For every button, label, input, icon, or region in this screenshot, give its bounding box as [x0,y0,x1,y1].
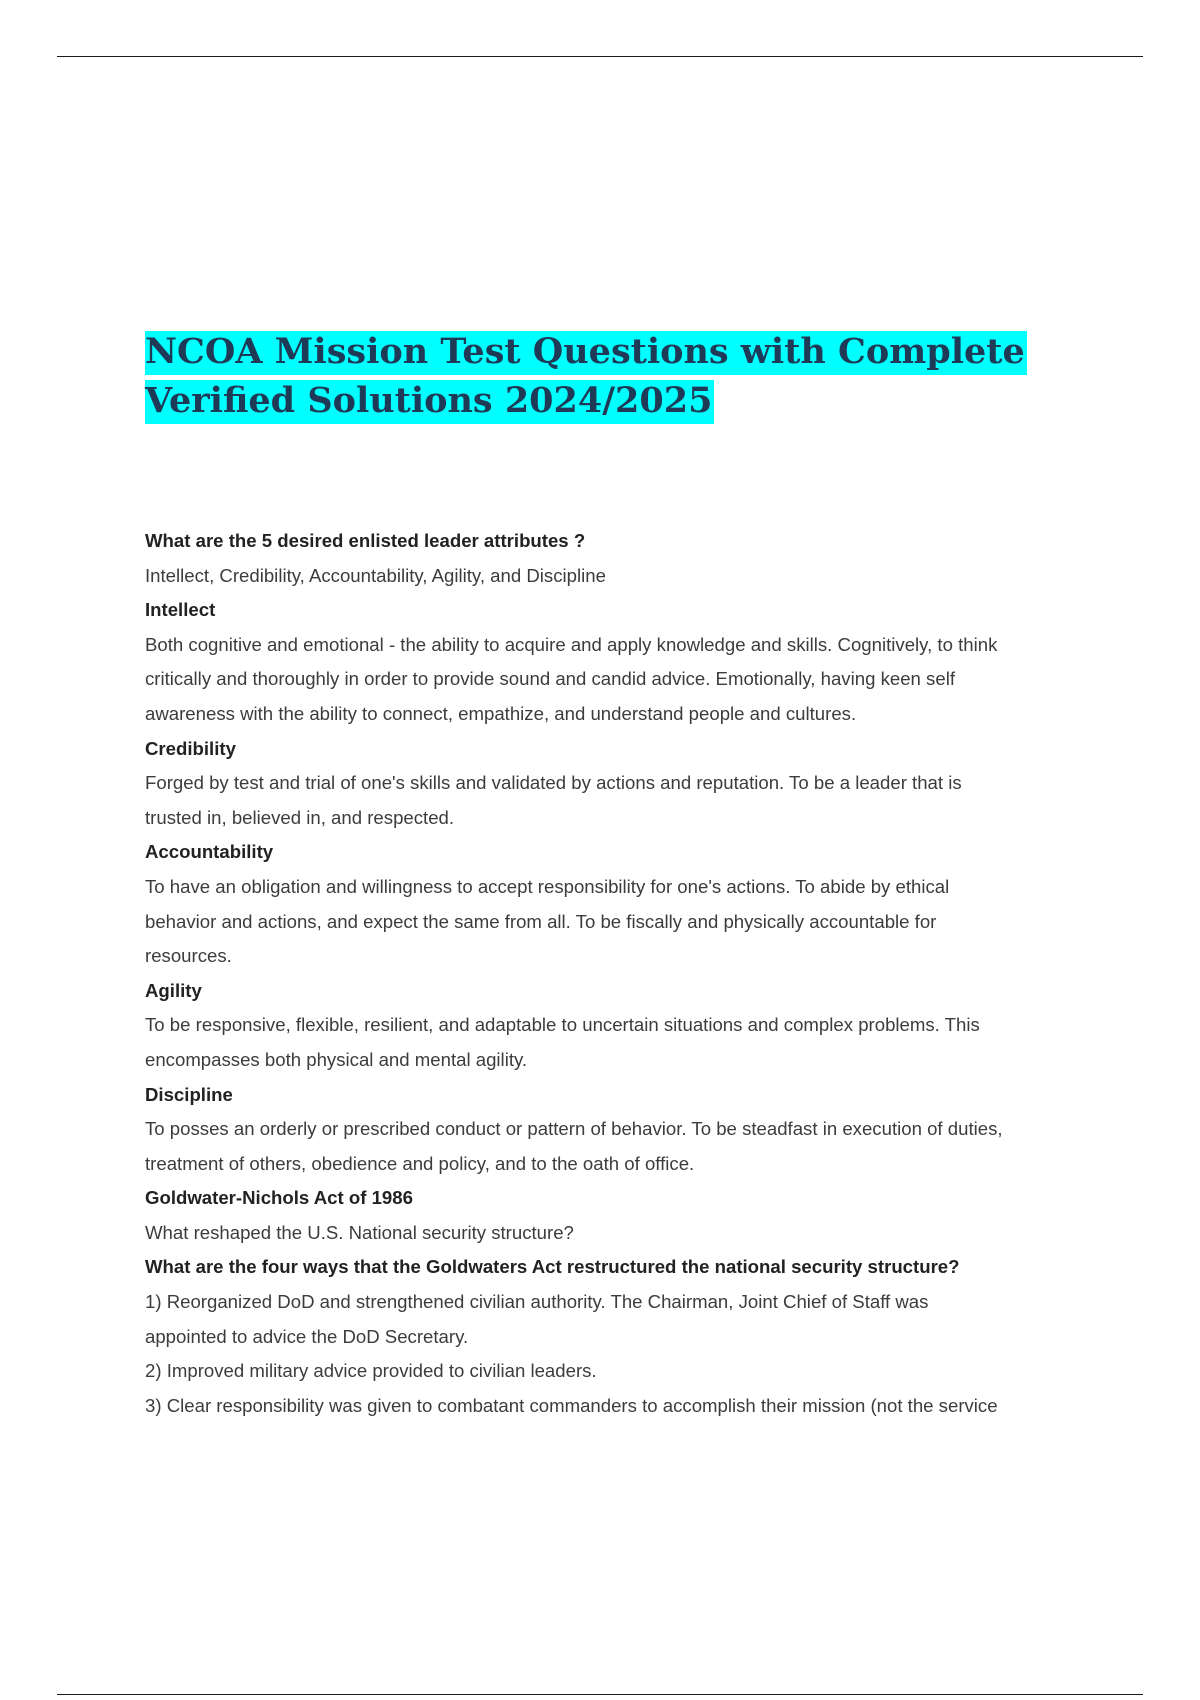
document-body [145,524,1085,1423]
footer-rule [57,1694,1143,1695]
question-heading: Intellect [145,599,216,621]
answer-text: To have an obligation and willingness to accept responsibility for one's actions. To abide by ethical [145,875,950,897]
question-heading: Credibility [145,737,236,759]
title-line-2: Verified Solutions 2024/2025 [145,380,714,424]
answer-text: Intellect, Credibility, Accountability, Agility, and Discipline [145,564,606,586]
answer-text: 1) Reorganized DoD and strengthened civilian authority. The Chairman, Joint Chief of Staff was [145,1291,929,1313]
document-title [145,327,1027,425]
answer-text: behavior and actions, and expect the same from all. To be fiscally and physically accountable for [145,910,937,932]
question-heading: What are the 5 desired enlisted leader attributes ? [145,530,586,551]
answer-text: Forged by test and trial of one's skills and validated by actions and reputation. To be a leader that is [145,772,962,794]
answer-text: critically and thoroughly in order to provide sound and candid advice. Emotionally, having keen self [145,668,955,690]
answer-text: appointed to advice the DoD Secretary. [145,1325,469,1347]
question-heading: Accountability [145,841,274,863]
answer-text: 2) Improved military advice provided to civilian leaders. [145,1360,597,1382]
answer-text: To posses an orderly or prescribed conduct or pattern of behavior. To be steadfast in execution of duties, [145,1118,1003,1140]
question-heading: What are the four ways that the Goldwaters Act restructured the national security structure? [145,1256,960,1278]
header-rule [57,56,1143,57]
answer-text: trusted in, believed in, and respected. [145,806,455,828]
answer-text: Both cognitive and emotional - the ability to acquire and apply knowledge and skills. Cognitively, to think [145,633,998,655]
answer-text: awareness with the ability to connect, empathize, and understand people and cultures. [145,702,857,724]
answer-text: encompasses both physical and mental agility. [145,1048,528,1070]
title-line-1: NCOA Mission Test Questions with Complete [145,331,1027,375]
answer-text: To be responsive, flexible, resilient, and adaptable to uncertain situations and complex problems. This [145,1014,980,1036]
answer-text: treatment of others, obedience and policy, and to the oath of office. [145,1152,695,1174]
answer-text: resources. [145,945,232,967]
answer-text: 3) Clear responsibility was given to combatant commanders to accomplish their mission (not the service [145,1394,998,1416]
question-heading: Discipline [145,1083,233,1105]
question-heading: Goldwater-Nichols Act of 1986 [145,1187,413,1209]
answer-text: What reshaped the U.S. National security structure? [145,1221,574,1243]
question-heading: Agility [145,979,202,1001]
